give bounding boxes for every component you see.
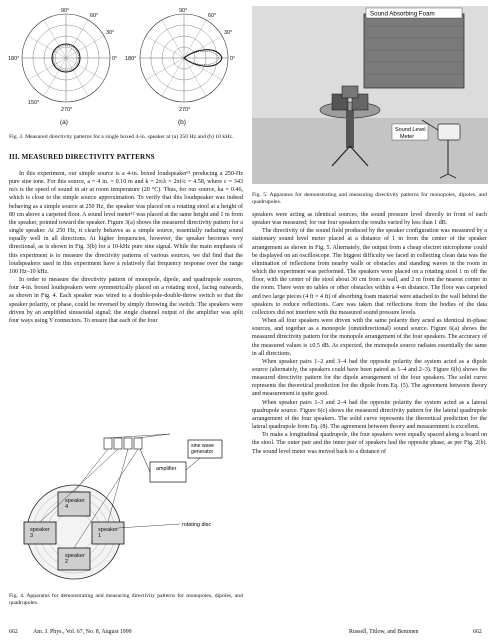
paragraph: When speaker pairs 1–3 and 2–4 had the opposite polarity the system acted as a lateral quadrupole source. Figure 6(c) shows the measured directivity pattern for the lateral quadrupole arrangement of the four speakers. The solid curve represents the theoretical prediction for the lateral quadrupole from Eq. (8). The agreement between theory and measurement is excellent. [252,399,487,431]
section-heading-container [9,153,243,161]
angle-label: 30° [106,30,115,36]
fig5-caption: Fig. 5. Apparatus for demonstrating and measuring directivity patterns for monopoles, dipoles, and quadrupoles. [252,192,487,206]
paragraph: speakers were acting as identical sources, the sound pressure level directly in front of each speaker was measured; for our four speakers the results varied by less than 1 dB. [252,212,487,227]
angle-label: 60° [208,13,217,19]
rotating-disc-label: rotating disc [182,522,212,528]
amplifier-label: amplifier [156,466,177,472]
angle-label: 90° [179,8,188,14]
rotating-disc-diagram [24,434,222,579]
paragraph: The directivity of the sound field produced by the speaker configuration was measured by a stationary sound level meter placed at a distance of 1 m from the center of the speaker arrangement as shown in Fig. 5. Alternately, the output from a cheap electret microphone could be displayed on an oscilloscope. The biggest difficulty we faced in collecting clean data was the elimination of reflections from nearby walls or obstacles and standing waves in the room in which the experiment was performed. The speakers were placed on a rotating stool 1 m off the floor, with the center of the stool about 30 cm from a wall, and 2 m from the nearest corner in the room. There were no tables or other obstacles within a 4-m distance. The floor was carpeted and two large pieces (4 ft × 4 ft) of absorbing foam material were attached to the wall behind the speakers to reduce reflections. Care was taken that reflections from the bodies of the data collectors did not interfere with the measured sound pressure levels. [252,228,487,316]
paragraph: To make a longitudinal quadrupole, the four speakers were equally spaced along a board on the stool. The outer pair and the inner pair of speakers had the opposite phase, as per Fig. 2(b). The sound level meter was moved back to a distance of [252,432,487,455]
angle-label: 60° [90,13,99,19]
left-column-body [9,170,243,325]
page-number-right: 662 [473,629,482,635]
speaker-3-label: speaker 3 [30,527,50,540]
paragraph: In this experiment, our simple source is a 4-in. boxed loudspeaker¹¹ producing a 250-Hz pure sine tone. For this source, a = 4 in. = 0.10 m and k = 2π/λ = 2πf/c = 4.58, where c = 343 m/s is the speed of sound in air at room temperature (20 °C). Thus, for our source, ka = 0.46, which is close to the simple source approximation. To verify that this loudspeaker was indeed behaving as a simple source at 250 Hz, the speaker was placed on a rotating stool at a height of 80 cm above a carpeted floor. A sound level meter¹² was placed at the same height and 1 m from the speaker, pointed toward the speaker. Figure 3(a) shows the measured directivity pattern for a single speaker. At 250 Hz, it clearly behaves as a simple source, essentially radiating sound equally well in all directions. At higher frequencies, however, the speaker becomes very directional, as is shown in Fig. 3(b) for a 10-kHz pure sine signal. While the main emphasis of this experiment is to measure the directivity patterns of various sources, we did find that the loudspeakers used in this experiment have a relatively flat frequency response over the range 100 Hz–10 kHz. [9,171,243,275]
journal-citation: Am. J. Phys., Vol. 67, No. 8, August 1999 [33,629,132,635]
figure-5 [252,6,488,184]
paragraph: When speaker pairs 1–2 and 3–4 had the opposite polarity the system acted as a dipole source (alternately, the speakers could have been paired as 1–4 and 2–3). Figure 6(b) shows the measured directivity pattern for the dipole arrangement of the four speakers. The solid curve represents the theoretical prediction for the dipole from Eq. (5). The agreement between theory and measurement is quite good. [252,358,487,398]
speaker-4-label: speaker 4 [65,498,85,511]
subfigure-label-a: (a) [60,119,68,126]
angle-label: 270° [179,107,191,113]
speaker-2-label: speaker 2 [65,553,85,566]
angle-label: 180° [125,56,137,62]
section-heading: III. MEASURED DIRECTIVITY PATTERNS [9,153,155,161]
subfigure-label-b: (b) [178,119,186,126]
angle-label: 270° [61,107,73,113]
paragraph: When all four speakers were driven with the same polarity they acted as identical in-phase sources, and together as a monopole (omnidirectional) sound source. Figure 6(a) shows the measured directivity pattern for the monopole arrangement of the four speakers. The accuracy of the measured values is ±0.5 dB. As expected, the monopole source radiates essentially the same in all directions. [252,318,487,357]
angle-label: 0° [112,56,118,62]
angle-label: 90° [61,8,70,14]
page-number-left: 662 [9,629,18,635]
angle-label: 150° [28,100,40,106]
paragraph: In order to measure the directivity pattern of monopole, dipole, and quadrupole sources, four 4-in. boxed loudspeakers were symmetrically placed on a rotating stool, facing outwards, as shown in Fig. 4. Each speaker was wired to a double-pole-double-throw switch so that the speaker polarity, or phase, could be reversed by simply throwing the switch. The speakers were driven by an amplified sinusoidal signal; the single channel output of the amplifier was split four ways using Y connectors. To ensure that each of the four [9,277,243,324]
angle-label: 0° [230,56,236,62]
meter-label-1: Sound Level [395,127,426,133]
generator-label: sine wave generator [191,443,215,456]
speaker-1-label: speaker 1 [98,527,118,540]
angle-label: 30° [224,30,233,36]
fig3-caption: Fig. 3. Measured directivity patterns for a single boxed 4-in. speaker at (a) 250 Hz and (b) 10 kHz. [9,134,234,140]
figure-3 [8,8,246,126]
angle-label: 180° [8,56,20,62]
polar-plot-b [125,8,235,126]
fig4-caption: Fig. 4. Apparatus for demonstrating and measuring directivity patterns for monopoles, dipoles, and quadrupoles. [9,593,243,607]
polar-plot-a [8,8,117,126]
meter-label-2: Meter [400,134,415,140]
right-column-body [252,211,487,456]
authors: Russell, Titlow, and Bemmen [349,629,419,635]
figure-4 [10,432,242,584]
foam-label: Sound Absorbing Foam [370,10,435,18]
